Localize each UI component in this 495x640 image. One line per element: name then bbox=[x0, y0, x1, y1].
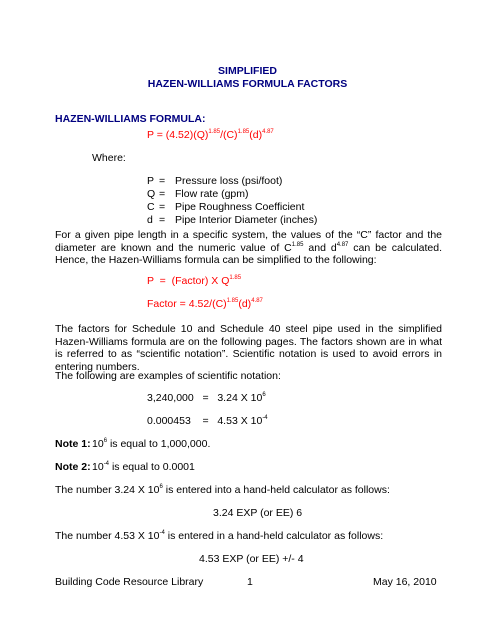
hazen-williams-formula: $P = (4.52)(Q)^{1.85}/(C)^{1.85}(d)^{4.87}$ bbox=[147, 129, 274, 141]
where-label: Where: bbox=[92, 152, 126, 164]
example-2: 0.000453 = 4.53 X $10^{-4}$ bbox=[147, 415, 268, 427]
paragraph-intro: For a given pipe length in a specific system, the values of the “C” factor and the diameter are known and the numeric value of $C^{1.85}$ and $d^{4.87}$ can be calculated. Hence, the Hazen-Williams formula can be simplified to the following: bbox=[55, 229, 442, 267]
title-line-1: SIMPLIFIED bbox=[218, 65, 277, 77]
paragraph-scientific-notation: The factors for Schedule 10 and Schedule 40 steel pipe used in the simplified Hazen-Williams formula are on the following pages. The factors shown are in what is referred to as “scientific notation”. Scientific notation is used to avoid errors in entering numbers. bbox=[55, 323, 442, 373]
factor-formula: Factor = $4.52/(C)^{1.85}(d)^{4.87}$ bbox=[147, 298, 263, 310]
formula-heading: HAZEN-WILLIAMS FORMULA: bbox=[55, 113, 206, 125]
definition-row: C = Pipe Roughness Coefficient bbox=[147, 201, 305, 213]
definition-row: P = Pressure loss (psi/foot) bbox=[147, 175, 283, 187]
calculator-entry-1: 3.24 EXP (or EE) 6 bbox=[213, 507, 303, 519]
calculator-instruction-2: The number 4.53 X $10^{-4}$ is entered in a hand-held calculator as follows: bbox=[55, 530, 384, 542]
footer-page-number: 1 bbox=[247, 576, 253, 588]
example-1: 3,240,000 = 3.24 X $10^6$ bbox=[147, 392, 266, 404]
note-1: Note $1:10^6$ is equal to 1,000,000. bbox=[55, 438, 211, 450]
note-2: Note $2:10^{-4}$ is equal to 0.0001 bbox=[55, 461, 195, 473]
definitions-list bbox=[147, 175, 317, 227]
simplified-formula: P = (Factor) X $Q^{1.85}$ bbox=[147, 275, 242, 287]
definition-row: Q = Flow rate (gpm) bbox=[147, 188, 249, 200]
title-line-2: HAZEN-WILLIAMS FORMULA FACTORS bbox=[147, 78, 348, 90]
footer-source: Building Code Resource Library bbox=[55, 576, 204, 588]
calculator-entry-2: 4.53 EXP (or EE) +/- 4 bbox=[199, 553, 304, 565]
footer-date: May 16, 2010 bbox=[373, 576, 437, 588]
definition-row: d = Pipe Interior Diameter (inches) bbox=[147, 214, 318, 226]
examples-intro: The following are examples of scientific notation: bbox=[55, 370, 281, 382]
calculator-instruction-1: The number 3.24 X $10^6$ is entered into a hand-held calculator as follows: bbox=[55, 484, 390, 496]
